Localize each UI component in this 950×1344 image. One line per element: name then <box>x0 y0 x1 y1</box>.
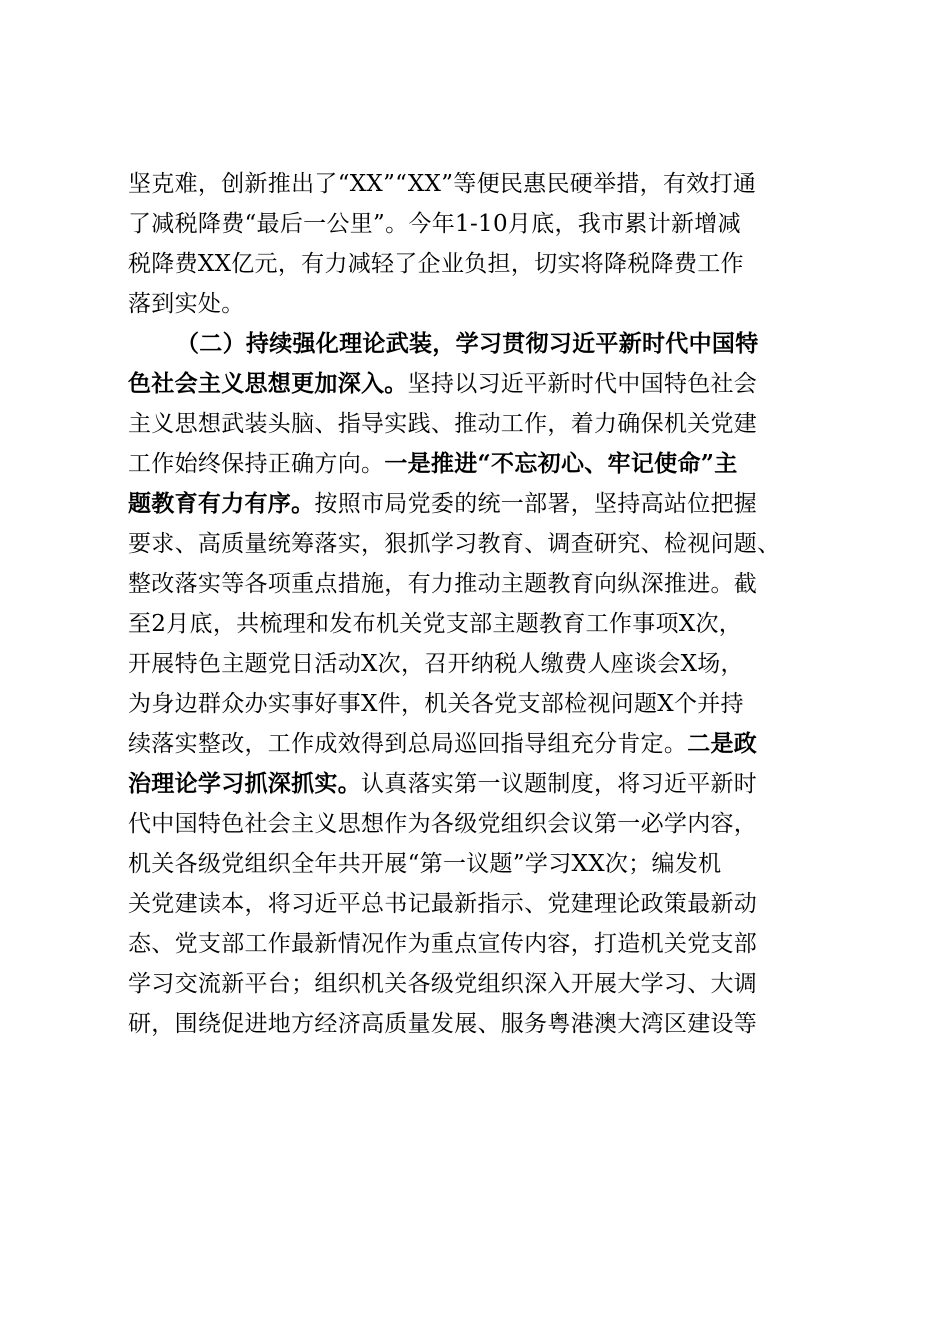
text-line <box>128 804 844 844</box>
section-heading-line <box>176 324 892 364</box>
text-line <box>128 884 844 924</box>
text-run: 代中国特色社会主义思想作为各级党组织会议第一必学内容， <box>128 811 758 837</box>
text-run: 坚克难，创新推出了“XX”“XX”等便民惠民硬举措，有效打通 <box>128 171 757 197</box>
text-line <box>128 524 844 564</box>
text-line <box>128 204 844 244</box>
text-line <box>128 684 844 724</box>
text-line <box>128 164 844 204</box>
text-line <box>128 644 844 684</box>
text-line <box>128 604 844 644</box>
text-run: 态、党支部工作最新情况作为重点宣传内容，打造机关党支部 <box>128 931 758 957</box>
text-line <box>128 284 844 324</box>
text-line <box>128 964 844 1004</box>
text-line <box>128 404 844 444</box>
text-run: 关党建读本，将习近平总书记最新指示、党建理论政策最新动 <box>128 891 758 917</box>
text-line <box>128 364 844 404</box>
text-line <box>128 484 844 524</box>
text-run: 机关各级党组织全年共开展“第一议题”学习XX次；编发机 <box>128 851 722 877</box>
text-line <box>128 924 844 964</box>
text-run: 整改落实等各项重点措施，有力推动主题教育向纵深推进。截 <box>128 571 758 597</box>
text-run: 了减税降费“最后一公里”。今年1-10月底，我市累计新增减 <box>128 211 741 237</box>
text-run: 至2月底，共梳理和发布机关党支部主题教育工作事项X次， <box>128 611 743 637</box>
text-line <box>128 1004 844 1044</box>
text-run: 税降费XX亿元，有力减轻了企业负担，切实将降税降费工作 <box>128 251 744 277</box>
text-run: 认真落实第一议题制度，将习近平新时 <box>361 771 758 797</box>
text-run: 续落实整改，工作成效得到总局巡回指导组充分肯定。 <box>128 731 688 757</box>
text-line <box>128 764 844 804</box>
text-run: 工作始终保持正确方向。 <box>128 451 385 477</box>
text-run: 主义思想武装头脑、指导实践、推动工作，着力确保机关党建 <box>128 411 758 437</box>
point-heading-one-continued: 题教育有力有序。 <box>128 490 315 517</box>
text-line <box>128 244 844 284</box>
point-heading-two: 二是政 <box>687 730 758 757</box>
section-heading-continued: 色社会主义思想更加深入。 <box>128 370 408 397</box>
text-run: 落到实处。 <box>128 291 245 317</box>
text-run: 研，围绕促进地方经济高质量发展、服务粤港澳大湾区建设等 <box>128 1011 758 1037</box>
point-heading-one: 一是推进“不忘初心、牢记使命”主 <box>384 450 738 477</box>
text-line <box>128 564 844 604</box>
text-run: 坚持以习近平新时代中国特色社会 <box>407 371 758 397</box>
text-run: 按照市局党委的统一部署，坚持高站位把握 <box>314 491 758 517</box>
section-heading: （二）持续强化理论武装，学习贯彻习近平新时代中国特 <box>176 330 759 357</box>
text-line <box>128 844 844 884</box>
text-line <box>128 444 844 484</box>
text-run: 为身边群众办实事好事X件，机关各党支部检视问题X个并持 <box>128 691 744 717</box>
text-run: 学习交流新平台；组织机关各级党组织深入开展大学习、大调 <box>128 971 758 997</box>
text-run: 开展特色主题党日活动X次，召开纳税人缴费人座谈会X场， <box>128 651 744 677</box>
text-line <box>128 724 844 764</box>
text-run: 要求、高质量统筹落实，狠抓学习教育、调查研究、检视问题、 <box>128 531 781 557</box>
point-heading-two-continued: 治理论学习抓深抓实。 <box>128 770 361 797</box>
